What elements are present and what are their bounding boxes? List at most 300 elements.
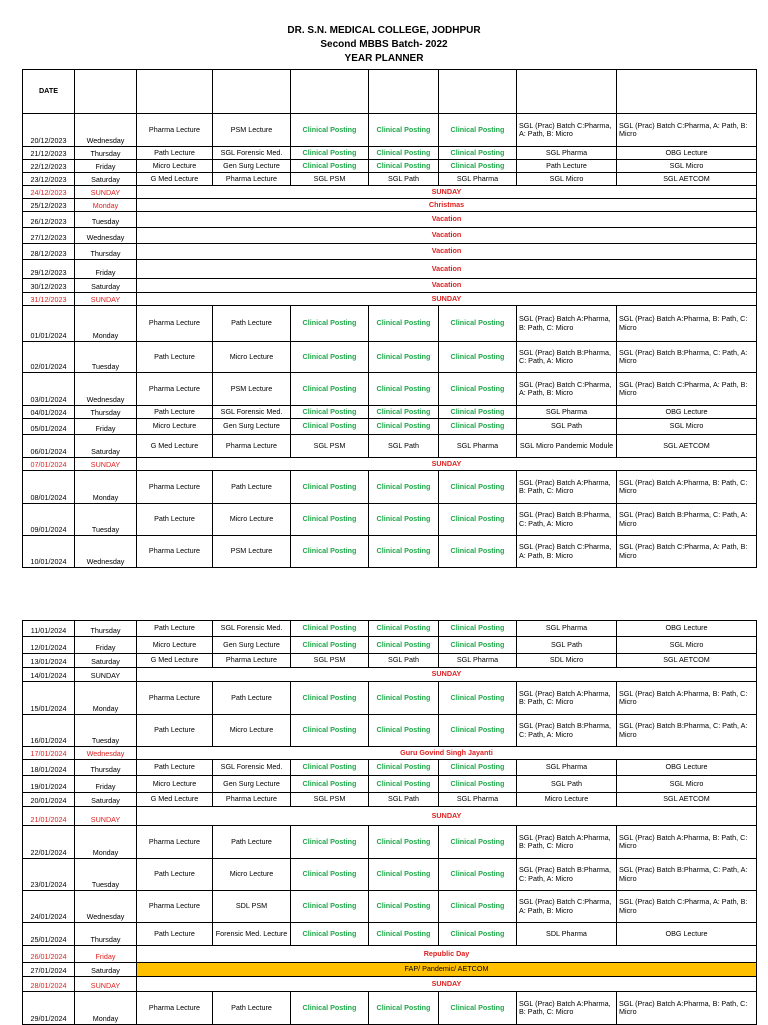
day-cell: Friday: [75, 946, 137, 963]
session-cell: Clinical Posting: [439, 923, 517, 946]
day-cell: Wednesday: [75, 536, 137, 568]
session-cell: SGL Forensic Med.: [213, 760, 291, 776]
schedule-row: [23, 826, 757, 859]
session-cell: PSM Lecture: [213, 114, 291, 147]
date-cell: 17/01/2024: [23, 747, 75, 760]
session-cell: Clinical Posting: [439, 160, 517, 173]
schedule-row: [23, 147, 757, 160]
session-cell: [291, 70, 369, 114]
schedule-row: [23, 682, 757, 715]
schedule-row: [23, 946, 757, 963]
session-cell: Clinical Posting: [369, 923, 439, 946]
session-cell: SDL Pharma: [517, 923, 617, 946]
date-cell: 13/01/2024: [23, 654, 75, 668]
day-cell: Monday: [75, 471, 137, 504]
session-cell: SGL AETCOM: [617, 435, 757, 458]
schedule-row: [23, 621, 757, 637]
day-cell: SUNDAY: [75, 668, 137, 682]
day-cell: Friday: [75, 419, 137, 435]
session-cell: Clinical Posting: [291, 826, 369, 859]
holiday-banner: Republic Day: [137, 946, 757, 963]
session-cell: SGL Pharma: [439, 173, 517, 186]
date-cell: 11/01/2024: [23, 621, 75, 637]
session-cell: Clinical Posting: [291, 114, 369, 147]
session-cell: Clinical Posting: [369, 306, 439, 342]
session-cell: Micro Lecture: [137, 419, 213, 435]
day-cell: Saturday: [75, 279, 137, 293]
schedule-row: [23, 373, 757, 406]
schedule-row: [23, 793, 757, 807]
day-cell: Monday: [75, 682, 137, 715]
date-cell: 01/01/2024: [23, 306, 75, 342]
session-cell: Clinical Posting: [369, 682, 439, 715]
session-cell: Clinical Posting: [369, 621, 439, 637]
session-cell: G Med Lecture: [137, 793, 213, 807]
date-cell: 16/01/2024: [23, 715, 75, 747]
date-cell: 09/01/2024: [23, 504, 75, 536]
session-cell: [517, 70, 617, 114]
session-cell: Clinical Posting: [291, 471, 369, 504]
schedule-row: [23, 260, 757, 279]
schedule-row: [23, 293, 757, 306]
session-cell: Clinical Posting: [439, 471, 517, 504]
session-cell: PSM Lecture: [213, 536, 291, 568]
session-cell: Clinical Posting: [439, 406, 517, 419]
day-cell: Tuesday: [75, 342, 137, 373]
session-cell: SGL Pharma: [439, 793, 517, 807]
session-cell: OBG Lecture: [617, 760, 757, 776]
day-cell: Monday: [75, 199, 137, 212]
session-cell: Clinical Posting: [291, 859, 369, 891]
session-cell: Clinical Posting: [291, 147, 369, 160]
session-cell: Pharma Lecture: [137, 114, 213, 147]
session-cell: SGL PSM: [291, 173, 369, 186]
session-cell: Clinical Posting: [291, 306, 369, 342]
session-cell: SGL Pharma: [439, 435, 517, 458]
session-cell: SGL Micro Pandemic Module: [517, 435, 617, 458]
date-cell: 22/01/2024: [23, 826, 75, 859]
session-cell: PSM Lecture: [213, 373, 291, 406]
schedule-row: [23, 186, 757, 199]
session-cell: Clinical Posting: [291, 760, 369, 776]
session-cell: Pharma Lecture: [213, 173, 291, 186]
day-cell: Saturday: [75, 654, 137, 668]
day-cell: Wednesday: [75, 228, 137, 244]
session-cell: SGL Micro: [517, 173, 617, 186]
schedule-row: [23, 504, 757, 536]
session-cell: SGL (Prac) Batch B:Pharma, C: Path, A: Micro: [617, 859, 757, 891]
schedule-row: [23, 458, 757, 471]
session-cell: Clinical Posting: [439, 342, 517, 373]
session-cell: Path Lecture: [137, 504, 213, 536]
session-cell: Gen Surg Lecture: [213, 419, 291, 435]
date-cell: 26/01/2024: [23, 946, 75, 963]
session-cell: Path Lecture: [213, 471, 291, 504]
day-cell: Friday: [75, 160, 137, 173]
session-cell: Micro Lecture: [213, 859, 291, 891]
session-cell: SGL (Prac) Batch B:Pharma, C: Path, A: Micro: [517, 715, 617, 747]
session-cell: SGL (Prac) Batch C:Pharma, A: Path, B: Micro: [617, 891, 757, 923]
schedule-row: [23, 70, 757, 114]
session-cell: Micro Lecture: [137, 776, 213, 793]
planner-table-page-2: [22, 620, 757, 1025]
session-cell: Pharma Lecture: [137, 306, 213, 342]
session-cell: Pharma Lecture: [137, 682, 213, 715]
schedule-row: [23, 923, 757, 946]
holiday-banner: Vacation: [137, 244, 757, 260]
schedule-row: [23, 654, 757, 668]
session-cell: Path Lecture: [137, 147, 213, 160]
schedule-row: [23, 160, 757, 173]
session-cell: SGL Path: [369, 435, 439, 458]
session-cell: Path Lecture: [137, 760, 213, 776]
session-cell: Clinical Posting: [369, 373, 439, 406]
session-cell: SGL Forensic Med.: [213, 621, 291, 637]
day-cell: Thursday: [75, 760, 137, 776]
session-cell: Path Lecture: [213, 826, 291, 859]
session-cell: SGL Pharma: [439, 654, 517, 668]
session-cell: SGL (Prac) Batch A:Pharma, B: Path, C: Micro: [517, 826, 617, 859]
session-cell: Gen Surg Lecture: [213, 637, 291, 654]
session-cell: Clinical Posting: [291, 776, 369, 793]
session-cell: SGL Path: [517, 776, 617, 793]
holiday-banner: Vacation: [137, 212, 757, 228]
session-cell: [137, 70, 213, 114]
session-cell: SGL (Prac) Batch C:Pharma, A: Path, B: Micro: [617, 373, 757, 406]
session-cell: SGL Micro: [617, 160, 757, 173]
day-cell: Tuesday: [75, 504, 137, 536]
holiday-banner: SUNDAY: [137, 977, 757, 992]
date-cell: 03/01/2024: [23, 373, 75, 406]
session-cell: Clinical Posting: [369, 504, 439, 536]
session-cell: Micro Lecture: [517, 793, 617, 807]
session-cell: Path Lecture: [517, 160, 617, 173]
session-cell: Clinical Posting: [369, 826, 439, 859]
schedule-row: [23, 419, 757, 435]
session-cell: [213, 70, 291, 114]
session-cell: SGL (Prac) Batch A:Pharma, B: Path, C: Micro: [517, 682, 617, 715]
session-cell: Clinical Posting: [369, 776, 439, 793]
session-cell: OBG Lecture: [617, 147, 757, 160]
session-cell: SGL Path: [369, 654, 439, 668]
session-cell: OBG Lecture: [617, 621, 757, 637]
date-cell: 05/01/2024: [23, 419, 75, 435]
schedule-row: [23, 668, 757, 682]
session-cell: Path Lecture: [137, 923, 213, 946]
schedule-row: [23, 536, 757, 568]
date-cell: 18/01/2024: [23, 760, 75, 776]
schedule-row: [23, 977, 757, 992]
date-cell: 30/12/2023: [23, 279, 75, 293]
schedule-row: [23, 306, 757, 342]
session-cell: SGL Micro: [617, 419, 757, 435]
session-cell: Path Lecture: [137, 406, 213, 419]
session-cell: Clinical Posting: [439, 826, 517, 859]
date-cell: 14/01/2024: [23, 668, 75, 682]
session-cell: Micro Lecture: [213, 342, 291, 373]
holiday-banner: Vacation: [137, 228, 757, 244]
holiday-banner: Guru Govind Singh Jayanti: [137, 747, 757, 760]
schedule-row: [23, 776, 757, 793]
session-cell: Clinical Posting: [439, 306, 517, 342]
date-cell: 25/12/2023: [23, 199, 75, 212]
schedule-row: [23, 435, 757, 458]
session-cell: Gen Surg Lecture: [213, 776, 291, 793]
day-cell: Thursday: [75, 147, 137, 160]
day-cell: Friday: [75, 776, 137, 793]
schedule-row: [23, 715, 757, 747]
schedule-row: [23, 244, 757, 260]
session-cell: Clinical Posting: [439, 373, 517, 406]
session-cell: Pharma Lecture: [137, 826, 213, 859]
session-cell: OBG Lecture: [617, 406, 757, 419]
session-cell: [439, 70, 517, 114]
session-cell: SGL Path: [369, 793, 439, 807]
date-cell: 21/12/2023: [23, 147, 75, 160]
session-cell: Clinical Posting: [291, 682, 369, 715]
holiday-banner: Christmas: [137, 199, 757, 212]
day-cell: Saturday: [75, 793, 137, 807]
session-cell: Clinical Posting: [291, 621, 369, 637]
session-cell: Clinical Posting: [369, 419, 439, 435]
session-cell: SGL Pharma: [517, 406, 617, 419]
session-cell: Clinical Posting: [439, 715, 517, 747]
session-cell: Micro Lecture: [137, 637, 213, 654]
session-cell: Path Lecture: [213, 306, 291, 342]
day-cell: [75, 70, 137, 114]
session-cell: Clinical Posting: [369, 147, 439, 160]
session-cell: Clinical Posting: [291, 992, 369, 1025]
session-cell: Clinical Posting: [439, 637, 517, 654]
session-cell: Path Lecture: [213, 682, 291, 715]
session-cell: SGL Micro: [617, 776, 757, 793]
schedule-row: [23, 114, 757, 147]
day-cell: Monday: [75, 826, 137, 859]
session-cell: SGL (Prac) Batch A:Pharma, B: Path, C: Micro: [617, 682, 757, 715]
session-cell: Clinical Posting: [291, 342, 369, 373]
schedule-row: [23, 992, 757, 1025]
day-cell: SUNDAY: [75, 977, 137, 992]
schedule-row: [23, 891, 757, 923]
session-cell: SDL PSM: [213, 891, 291, 923]
day-cell: Thursday: [75, 923, 137, 946]
session-cell: Clinical Posting: [291, 160, 369, 173]
session-cell: SGL (Prac) Batch C:Pharma, A: Path, B: Micro: [517, 373, 617, 406]
date-cell: 02/01/2024: [23, 342, 75, 373]
session-cell: Path Lecture: [213, 992, 291, 1025]
schedule-row: [23, 279, 757, 293]
session-cell: Clinical Posting: [369, 114, 439, 147]
activity-banner: FAP/ Pandemic/ AETCOM: [137, 963, 757, 977]
day-cell: Wednesday: [75, 891, 137, 923]
session-cell: Clinical Posting: [369, 406, 439, 419]
session-cell: Path Lecture: [137, 342, 213, 373]
session-cell: SGL AETCOM: [617, 793, 757, 807]
session-cell: Clinical Posting: [369, 160, 439, 173]
session-cell: SGL PSM: [291, 793, 369, 807]
session-cell: Pharma Lecture: [137, 536, 213, 568]
date-cell: 19/01/2024: [23, 776, 75, 793]
day-cell: Thursday: [75, 621, 137, 637]
session-cell: Clinical Posting: [439, 859, 517, 891]
session-cell: SGL (Prac) Batch B:Pharma, C: Path, A: Micro: [517, 504, 617, 536]
day-cell: SUNDAY: [75, 293, 137, 306]
session-cell: OBG Lecture: [617, 923, 757, 946]
date-cell: 28/12/2023: [23, 244, 75, 260]
date-cell: 07/01/2024: [23, 458, 75, 471]
session-cell: SGL (Prac) Batch C:Pharma, A: Path, B: Micro: [517, 536, 617, 568]
session-cell: SGL (Prac) Batch B:Pharma, C: Path, A: Micro: [517, 342, 617, 373]
session-cell: Clinical Posting: [291, 504, 369, 536]
day-cell: Saturday: [75, 173, 137, 186]
session-cell: SGL PSM: [291, 654, 369, 668]
day-cell: Wednesday: [75, 373, 137, 406]
session-cell: Clinical Posting: [439, 891, 517, 923]
day-cell: SUNDAY: [75, 458, 137, 471]
day-cell: Tuesday: [75, 715, 137, 747]
session-cell: Clinical Posting: [369, 992, 439, 1025]
session-cell: Pharma Lecture: [213, 793, 291, 807]
holiday-banner: Vacation: [137, 260, 757, 279]
schedule-row: [23, 807, 757, 826]
schedule-row: [23, 406, 757, 419]
session-cell: Pharma Lecture: [213, 435, 291, 458]
day-cell: Friday: [75, 637, 137, 654]
session-cell: Clinical Posting: [291, 923, 369, 946]
session-cell: Pharma Lecture: [213, 654, 291, 668]
session-cell: Clinical Posting: [291, 373, 369, 406]
date-cell: 25/01/2024: [23, 923, 75, 946]
schedule-row: [23, 471, 757, 504]
session-cell: [369, 70, 439, 114]
day-cell: Monday: [75, 992, 137, 1025]
schedule-row: [23, 212, 757, 228]
schedule-row: [23, 747, 757, 760]
holiday-banner: SUNDAY: [137, 186, 757, 199]
session-cell: SGL (Prac) Batch A:Pharma, B: Path, C: Micro: [617, 306, 757, 342]
date-cell: 29/12/2023: [23, 260, 75, 279]
session-cell: Clinical Posting: [291, 891, 369, 923]
session-cell: Clinical Posting: [439, 760, 517, 776]
session-cell: Clinical Posting: [291, 715, 369, 747]
session-cell: SGL (Prac) Batch C:Pharma, A: Path, B: Micro: [617, 114, 757, 147]
session-cell: Clinical Posting: [291, 637, 369, 654]
session-cell: SGL (Prac) Batch A:Pharma, B: Path, C: Micro: [517, 306, 617, 342]
session-cell: Clinical Posting: [369, 760, 439, 776]
day-cell: Saturday: [75, 963, 137, 977]
day-cell: Wednesday: [75, 114, 137, 147]
session-cell: Path Lecture: [137, 859, 213, 891]
session-cell: SGL (Prac) Batch C:Pharma, A: Path, B: Micro: [517, 891, 617, 923]
date-cell: 26/12/2023: [23, 212, 75, 228]
date-cell: 24/01/2024: [23, 891, 75, 923]
session-cell: SGL (Prac) Batch A:Pharma, B: Path, C: Micro: [617, 992, 757, 1025]
session-cell: SGL (Prac) Batch A:Pharma, B: Path, C: Micro: [617, 826, 757, 859]
session-cell: Clinical Posting: [439, 114, 517, 147]
date-cell: 27/12/2023: [23, 228, 75, 244]
session-cell: SGL Path: [517, 419, 617, 435]
session-cell: SGL Pharma: [517, 147, 617, 160]
planner-table-page-1: [22, 69, 757, 568]
schedule-row: [23, 199, 757, 212]
holiday-banner: SUNDAY: [137, 458, 757, 471]
session-cell: Clinical Posting: [369, 536, 439, 568]
session-cell: Pharma Lecture: [137, 471, 213, 504]
schedule-row: [23, 228, 757, 244]
day-cell: Friday: [75, 260, 137, 279]
session-cell: Micro Lecture: [137, 160, 213, 173]
holiday-banner: Vacation: [137, 279, 757, 293]
session-cell: Clinical Posting: [291, 406, 369, 419]
session-cell: Clinical Posting: [439, 419, 517, 435]
date-cell: 31/12/2023: [23, 293, 75, 306]
date-cell: 10/01/2024: [23, 536, 75, 568]
batch-title: Second MBBS Batch- 2022: [320, 39, 448, 50]
date-cell: 15/01/2024: [23, 682, 75, 715]
holiday-banner: SUNDAY: [137, 293, 757, 306]
date-cell: 24/12/2023: [23, 186, 75, 199]
session-cell: Path Lecture: [137, 621, 213, 637]
day-cell: Wednesday: [75, 747, 137, 760]
date-cell: 06/01/2024: [23, 435, 75, 458]
session-cell: Clinical Posting: [439, 992, 517, 1025]
session-cell: Gen Surg Lecture: [213, 160, 291, 173]
session-cell: SGL Pharma: [517, 760, 617, 776]
date-cell: 12/01/2024: [23, 637, 75, 654]
day-cell: Tuesday: [75, 859, 137, 891]
session-cell: G Med Lecture: [137, 435, 213, 458]
day-cell: Tuesday: [75, 212, 137, 228]
session-cell: SGL (Prac) Batch A:Pharma, B: Path, C: Micro: [617, 471, 757, 504]
session-cell: SGL (Prac) Batch B:Pharma, C: Path, A: Micro: [617, 715, 757, 747]
session-cell: Micro Lecture: [213, 715, 291, 747]
college-name: DR. S.N. MEDICAL COLLEGE, JODHPUR: [287, 25, 481, 36]
schedule-row: [23, 963, 757, 977]
session-cell: Pharma Lecture: [137, 992, 213, 1025]
session-cell: SGL (Prac) Batch B:Pharma, C: Path, A: Micro: [617, 504, 757, 536]
session-cell: SGL (Prac) Batch B:Pharma, C: Path, A: Micro: [617, 342, 757, 373]
session-cell: SGL AETCOM: [617, 654, 757, 668]
session-cell: SGL Path: [369, 173, 439, 186]
day-cell: Thursday: [75, 406, 137, 419]
schedule-row: [23, 342, 757, 373]
date-cell: 29/01/2024: [23, 992, 75, 1025]
session-cell: Path Lecture: [137, 715, 213, 747]
date-cell: 20/12/2023: [23, 114, 75, 147]
session-cell: SGL AETCOM: [617, 173, 757, 186]
schedule-row: [23, 859, 757, 891]
session-cell: SGL PSM: [291, 435, 369, 458]
session-cell: SGL (Prac) Batch A:Pharma, B: Path, C: Micro: [517, 992, 617, 1025]
day-cell: SUNDAY: [75, 186, 137, 199]
date-cell: DATE: [23, 70, 75, 114]
day-cell: Saturday: [75, 435, 137, 458]
session-cell: SGL Pharma: [517, 621, 617, 637]
date-cell: 23/01/2024: [23, 859, 75, 891]
session-cell: Clinical Posting: [439, 621, 517, 637]
date-cell: 28/01/2024: [23, 977, 75, 992]
session-cell: SGL (Prac) Batch A:Pharma, B: Path, C: Micro: [517, 471, 617, 504]
session-cell: Clinical Posting: [439, 504, 517, 536]
day-cell: Monday: [75, 306, 137, 342]
session-cell: Clinical Posting: [439, 147, 517, 160]
date-cell: 04/01/2024: [23, 406, 75, 419]
session-cell: Pharma Lecture: [137, 891, 213, 923]
schedule-row: [23, 760, 757, 776]
day-cell: SUNDAY: [75, 807, 137, 826]
session-cell: G Med Lecture: [137, 173, 213, 186]
date-cell: 21/01/2024: [23, 807, 75, 826]
